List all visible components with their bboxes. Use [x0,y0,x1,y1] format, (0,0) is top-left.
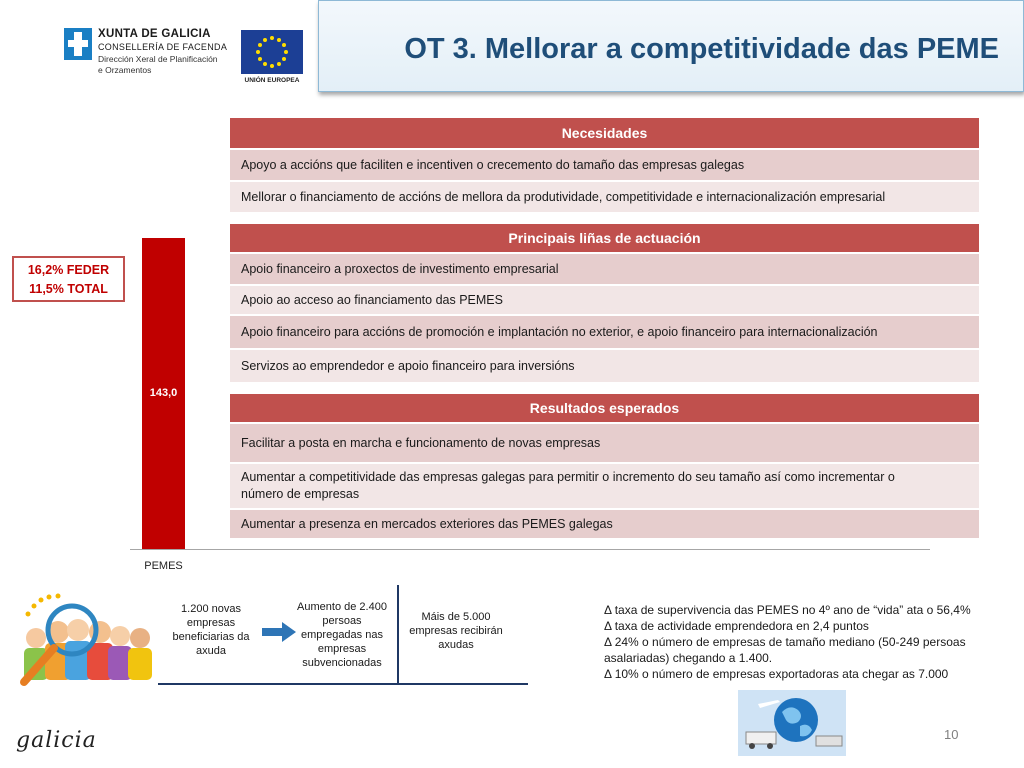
table-row: Aumentar a competitividade das empresas galegas para permitir o incremento do seu tamaño así como incrementar o número de empresas [230,462,979,508]
total-percentage: 11,5% TOTAL [29,282,108,296]
indicators-baseline [158,683,528,685]
page-number: 10 [944,727,959,742]
table-row: Servizos ao emprendedor e apoio financeiro para inversións [230,348,979,382]
lineas-table [230,224,979,382]
result-line: Δ 10% o número de empresas exportadoras ata chegar as 7.000 [604,667,949,681]
galicia-brand-logo: galicia [16,728,97,753]
table-row: Apoio financeiro a proxectos de investimento empresarial [230,252,979,284]
arrow-right-icon [262,622,296,647]
resultados-header: Resultados esperados [230,394,979,422]
result-line: Δ 24% o número de empresas de tamaño mediano (50-249 persoas asalariadas) chegando a 1.400. [604,635,966,665]
chart-category-label: PEMES [144,560,183,572]
eu-label: UNIÓN EUROPEA [244,77,300,84]
conselleria-name: CONSELLERÍA DE FACENDA [98,42,228,52]
chart-data-label: 143,0 [149,387,178,399]
table-row: Apoio ao acceso ao financiamento das PEMES [230,284,979,314]
necesidades-header: Necesidades [230,118,979,148]
title-box [318,0,1024,92]
people-search-icon [14,590,160,690]
eu-logo [241,30,303,88]
direccion-name-line1: Dirección Xeral de Planificación [98,54,218,64]
chart-axis [130,549,930,550]
table-row: Aumentar a presenza en mercados exteriores das PEMES galegas [230,508,979,538]
lineas-header: Principais liñas de actuación [230,224,979,252]
table-row: Apoyo a accións que faciliten e incentiven o crecemento do tamaño das empresas galegas [230,148,979,180]
table-row: Mellorar o financiamento de accións de mellora da produtividade, competitividade e internacionalización empresarial [230,180,979,212]
feder-percentage: 16,2% FEDER [27,263,110,277]
result-line: Δ taxa de actividade emprendedora en 2,4 puntos [604,619,869,633]
resultados-table [230,394,979,538]
xunta-logo [64,28,234,80]
globe-trade-icon [738,690,846,756]
indicator-employment: Aumento de 2.400 persoas empregadas nas empresas subvencionadas [297,601,387,669]
table-row: Apoio financeiro para accións de promoción e implantación no exterior, e apoio financeiro para internacionalización [230,314,979,348]
results-text [604,602,1014,682]
table-row: Facilitar a posta en marcha e funcionamento de novas empresas [230,422,979,462]
result-line: Δ taxa de supervivencia das PEMES no 4º ano de “vida” ata o 56,4% [604,603,971,617]
direccion-name-line2: e Orzamentos [98,65,152,75]
xunta-name: XUNTA DE GALICIA [98,28,211,40]
eu-flag-icon [241,30,303,74]
indicator-new-companies: 1.200 novas empresas beneficiarias da axuda [172,603,250,657]
funding-box [12,256,125,302]
indicator-companies-aid: Máis de 5.000 empresas recibirán axudas [409,611,503,651]
xunta-logo-icon [64,28,92,60]
page-title: OT 3. Mellorar a competitividade das PEME [404,33,999,65]
necesidades-table [230,118,979,212]
divider [397,585,399,685]
